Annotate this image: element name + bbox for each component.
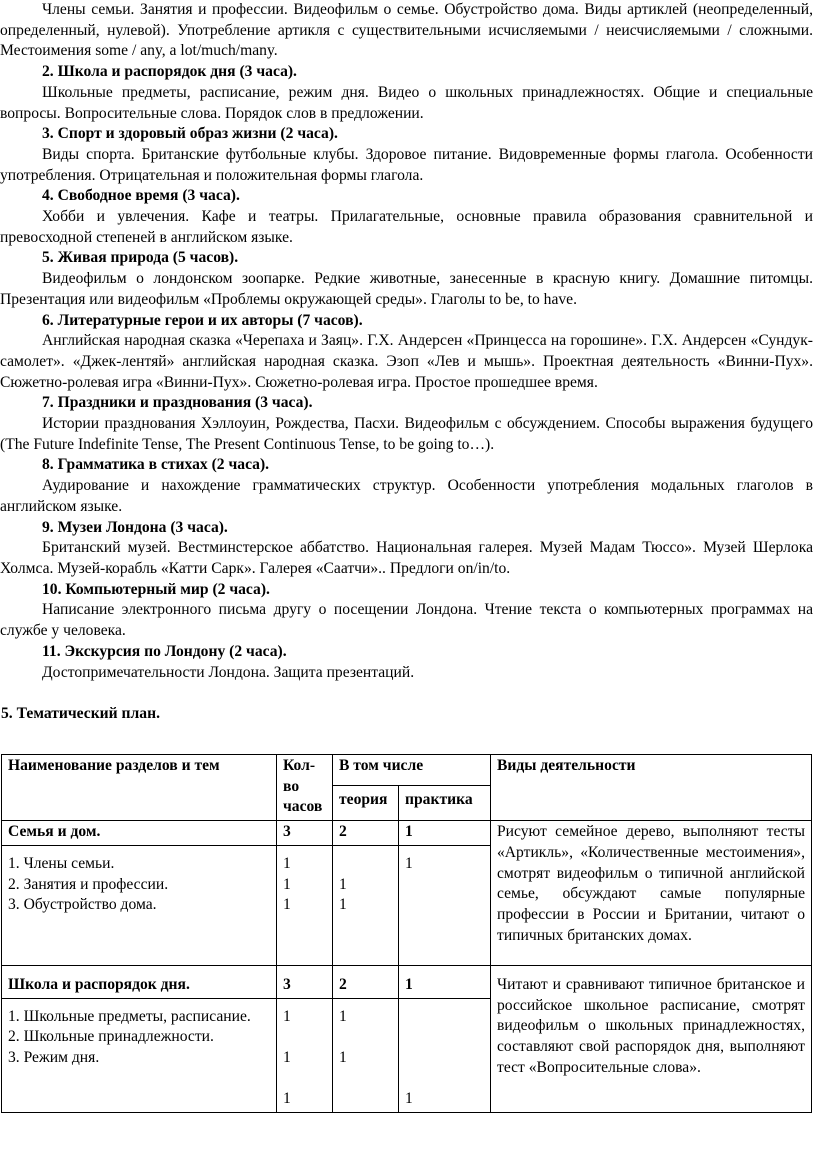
topic-hours-cell xyxy=(277,998,333,1112)
section-text: Написание электронного письма другу о посещении Лондона. Чтение текста о компьютерных программах на службе у человека. xyxy=(0,601,813,640)
topic-practice xyxy=(405,875,484,896)
topic-hours: 1 xyxy=(283,1090,291,1108)
topic-item: 3. Обустройство дома. xyxy=(8,896,157,914)
header-including: В том числе xyxy=(333,755,491,786)
section-heading: 2. Школа и распорядок дня (3 часа). xyxy=(42,63,297,81)
topic-hours-cell xyxy=(277,845,333,965)
header-hours xyxy=(277,755,333,821)
topic-theory xyxy=(339,1089,392,1110)
section-text: Британский музей. Вестминстерское аббатство. Национальная галерея. Музей Мадам Тюссо». Музей Шерлока Холмса. Музей-корабль «Катти Сарк». Галерея «Саатчи».. Предлоги on/in/to. xyxy=(0,539,813,577)
section-heading: 7. Праздники и празднования (3 часа). xyxy=(42,394,313,412)
topic-item: 2. Школьные принадлежности. xyxy=(8,1028,214,1046)
section-title-cell: Школа и распорядок дня. xyxy=(2,965,277,998)
topic-practice xyxy=(405,1007,484,1048)
section-text: Школьные предметы, расписание, режим дня. Видео о школьных принадлежностях. Общие и специальные вопросы. Вопросительные слова. Порядок слов в предложении. xyxy=(0,83,813,122)
section-text: Истории празднования Хэллоуин, Рождества, Пасхи. Видеофильм с обсуждением. Способы выражения будущего (The Future Indefinite Tense, The Present Continuous Tense, to be going to…). xyxy=(0,415,813,453)
section-heading: 5. Живая природа (5 часов). xyxy=(42,249,239,267)
section-text: Английская народная сказка «Черепаха и Заяц». Г.Х. Андерсен «Принцесса на горошине». Г.Х. Андерсен «Сундук-самолет». «Джек-лентяй» английская народная сказка. Эзоп «Лев и мышь». Проектная деятельность «Винни-Пух». Сюжетно-ролевая игра «Винни-Пух». Сюжетно-ролевая игра. Простое прошедшее время. xyxy=(0,332,813,391)
section-text: Хобби и увлечения. Кафе и театры. Прилагательные, основные правила образования сравнительной и превосходной степеней в английском языке. xyxy=(0,208,813,246)
section-text: Виды спорта. Британские футбольные клубы. Здоровое питание. Видовременные формы глагола. Особенности употребления. Отрицательная и положительная формы глагола. xyxy=(0,145,813,184)
section-text: Аудирование и нахождение грамматических структур. Особенности употребления модальных глаголов в английском языке. xyxy=(0,477,813,515)
topic-theory: 1 xyxy=(339,875,347,893)
topic-practice-cell xyxy=(399,998,491,1112)
topic-item: 1. Члены семьи. xyxy=(8,854,115,872)
table-section-row xyxy=(2,965,812,998)
activities-cell: Рисуют семейное дерево, выполняют тесты «Артикль», «Количественные местоимения», смотрят видеофильм о типичной английской семье, обсуждают самые популярные профессии в России и Британии, читают о типичных британских домах. xyxy=(491,821,812,966)
section-list xyxy=(0,62,816,683)
topic-hours: 1 xyxy=(283,1007,291,1025)
table-header-row xyxy=(2,755,812,786)
table-section-row xyxy=(2,821,812,846)
topic-theory-cell xyxy=(333,998,399,1112)
topic-item: 1. Школьные предметы, расписание. xyxy=(8,1007,251,1025)
intro-paragraph: Члены семьи. Занятия и профессии. Видеофильм о семье. Обустройство дома. Виды артиклей (неопределенный, определенный, нулевой). Употребление артикля с существительными исчисляемыми / неисчисляемыми / сложными. Местоимения some / any, a lot/much/many. xyxy=(0,1,813,60)
section-theory-cell: 2 xyxy=(333,821,399,846)
topic-hours: 1 xyxy=(283,1048,291,1066)
section-heading: 10. Компьютерный мир (2 часа). xyxy=(42,580,270,598)
topic-practice: 1 xyxy=(405,1090,413,1108)
header-hours-line: во xyxy=(283,777,300,795)
topic-hours: 1 xyxy=(283,896,291,914)
section-heading: 3. Спорт и здоровый образ жизни (2 часа). xyxy=(42,125,338,143)
topic-theory-cell xyxy=(333,845,399,965)
topic-practice xyxy=(405,1048,484,1089)
topics-cell xyxy=(2,998,277,1112)
header-practice: практика xyxy=(399,786,491,821)
topic-hours: 1 xyxy=(283,854,291,872)
section-practice-cell: 1 xyxy=(399,965,491,998)
topic-item: 3. Режим дня. xyxy=(8,1048,100,1066)
header-hours-line: Кол- xyxy=(283,757,316,774)
topic-theory: 1 xyxy=(339,896,347,914)
section-hours-cell: 3 xyxy=(277,821,333,846)
topic-practice: 1 xyxy=(405,854,413,872)
topic-theory xyxy=(339,854,392,875)
header-hours-line: часов xyxy=(283,798,323,816)
topic-practice-cell xyxy=(399,845,491,965)
topic-theory: 1 xyxy=(339,1007,347,1025)
section-hours-cell: 3 xyxy=(277,965,333,998)
blank-line xyxy=(0,683,816,704)
section-heading: 8. Грамматика в стихах (2 часа). xyxy=(42,456,270,474)
topics-cell xyxy=(2,845,277,965)
activities-cell: Читают и сравнивают типичное британское и российское школьное расписание, смотрят видеофильм о школьных принадлежностях, составляют свой распорядок дня, выполняют тест «Вопросительные слова». xyxy=(491,965,812,1112)
topic-practice xyxy=(405,895,484,916)
topic-item: 2. Занятия и профессии. xyxy=(8,875,169,893)
section-theory-cell: 2 xyxy=(333,965,399,998)
section-heading: 4. Свободное время (3 часа). xyxy=(42,187,240,205)
header-name: Наименование разделов и тем xyxy=(2,755,277,821)
section-text: Видеофильм о лондонском зоопарке. Редкие животные, занесенные в красную книгу. Домашние питомцы. Презентация или видеофильм «Проблемы окружающей среды». Глаголы to be, to have. xyxy=(0,270,813,308)
section-text: Достопримечательности Лондона. Защита презентаций. xyxy=(42,663,415,681)
topic-hours: 1 xyxy=(283,875,291,893)
thematic-plan-table xyxy=(1,754,812,1113)
section-heading: 9. Музеи Лондона (3 часа). xyxy=(42,518,228,536)
section-practice-cell: 1 xyxy=(399,821,491,846)
section-title-cell: Семья и дом. xyxy=(2,821,277,846)
section-heading: 11. Экскурсия по Лондону (2 часа). xyxy=(42,642,287,660)
section-heading: 6. Литературные герои и их авторы (7 часов). xyxy=(42,311,363,329)
header-activities: Виды деятельности xyxy=(491,755,812,821)
table-title: 5. Тематический план. xyxy=(1,704,160,722)
topic-theory: 1 xyxy=(339,1048,347,1066)
header-theory: теория xyxy=(333,786,399,821)
